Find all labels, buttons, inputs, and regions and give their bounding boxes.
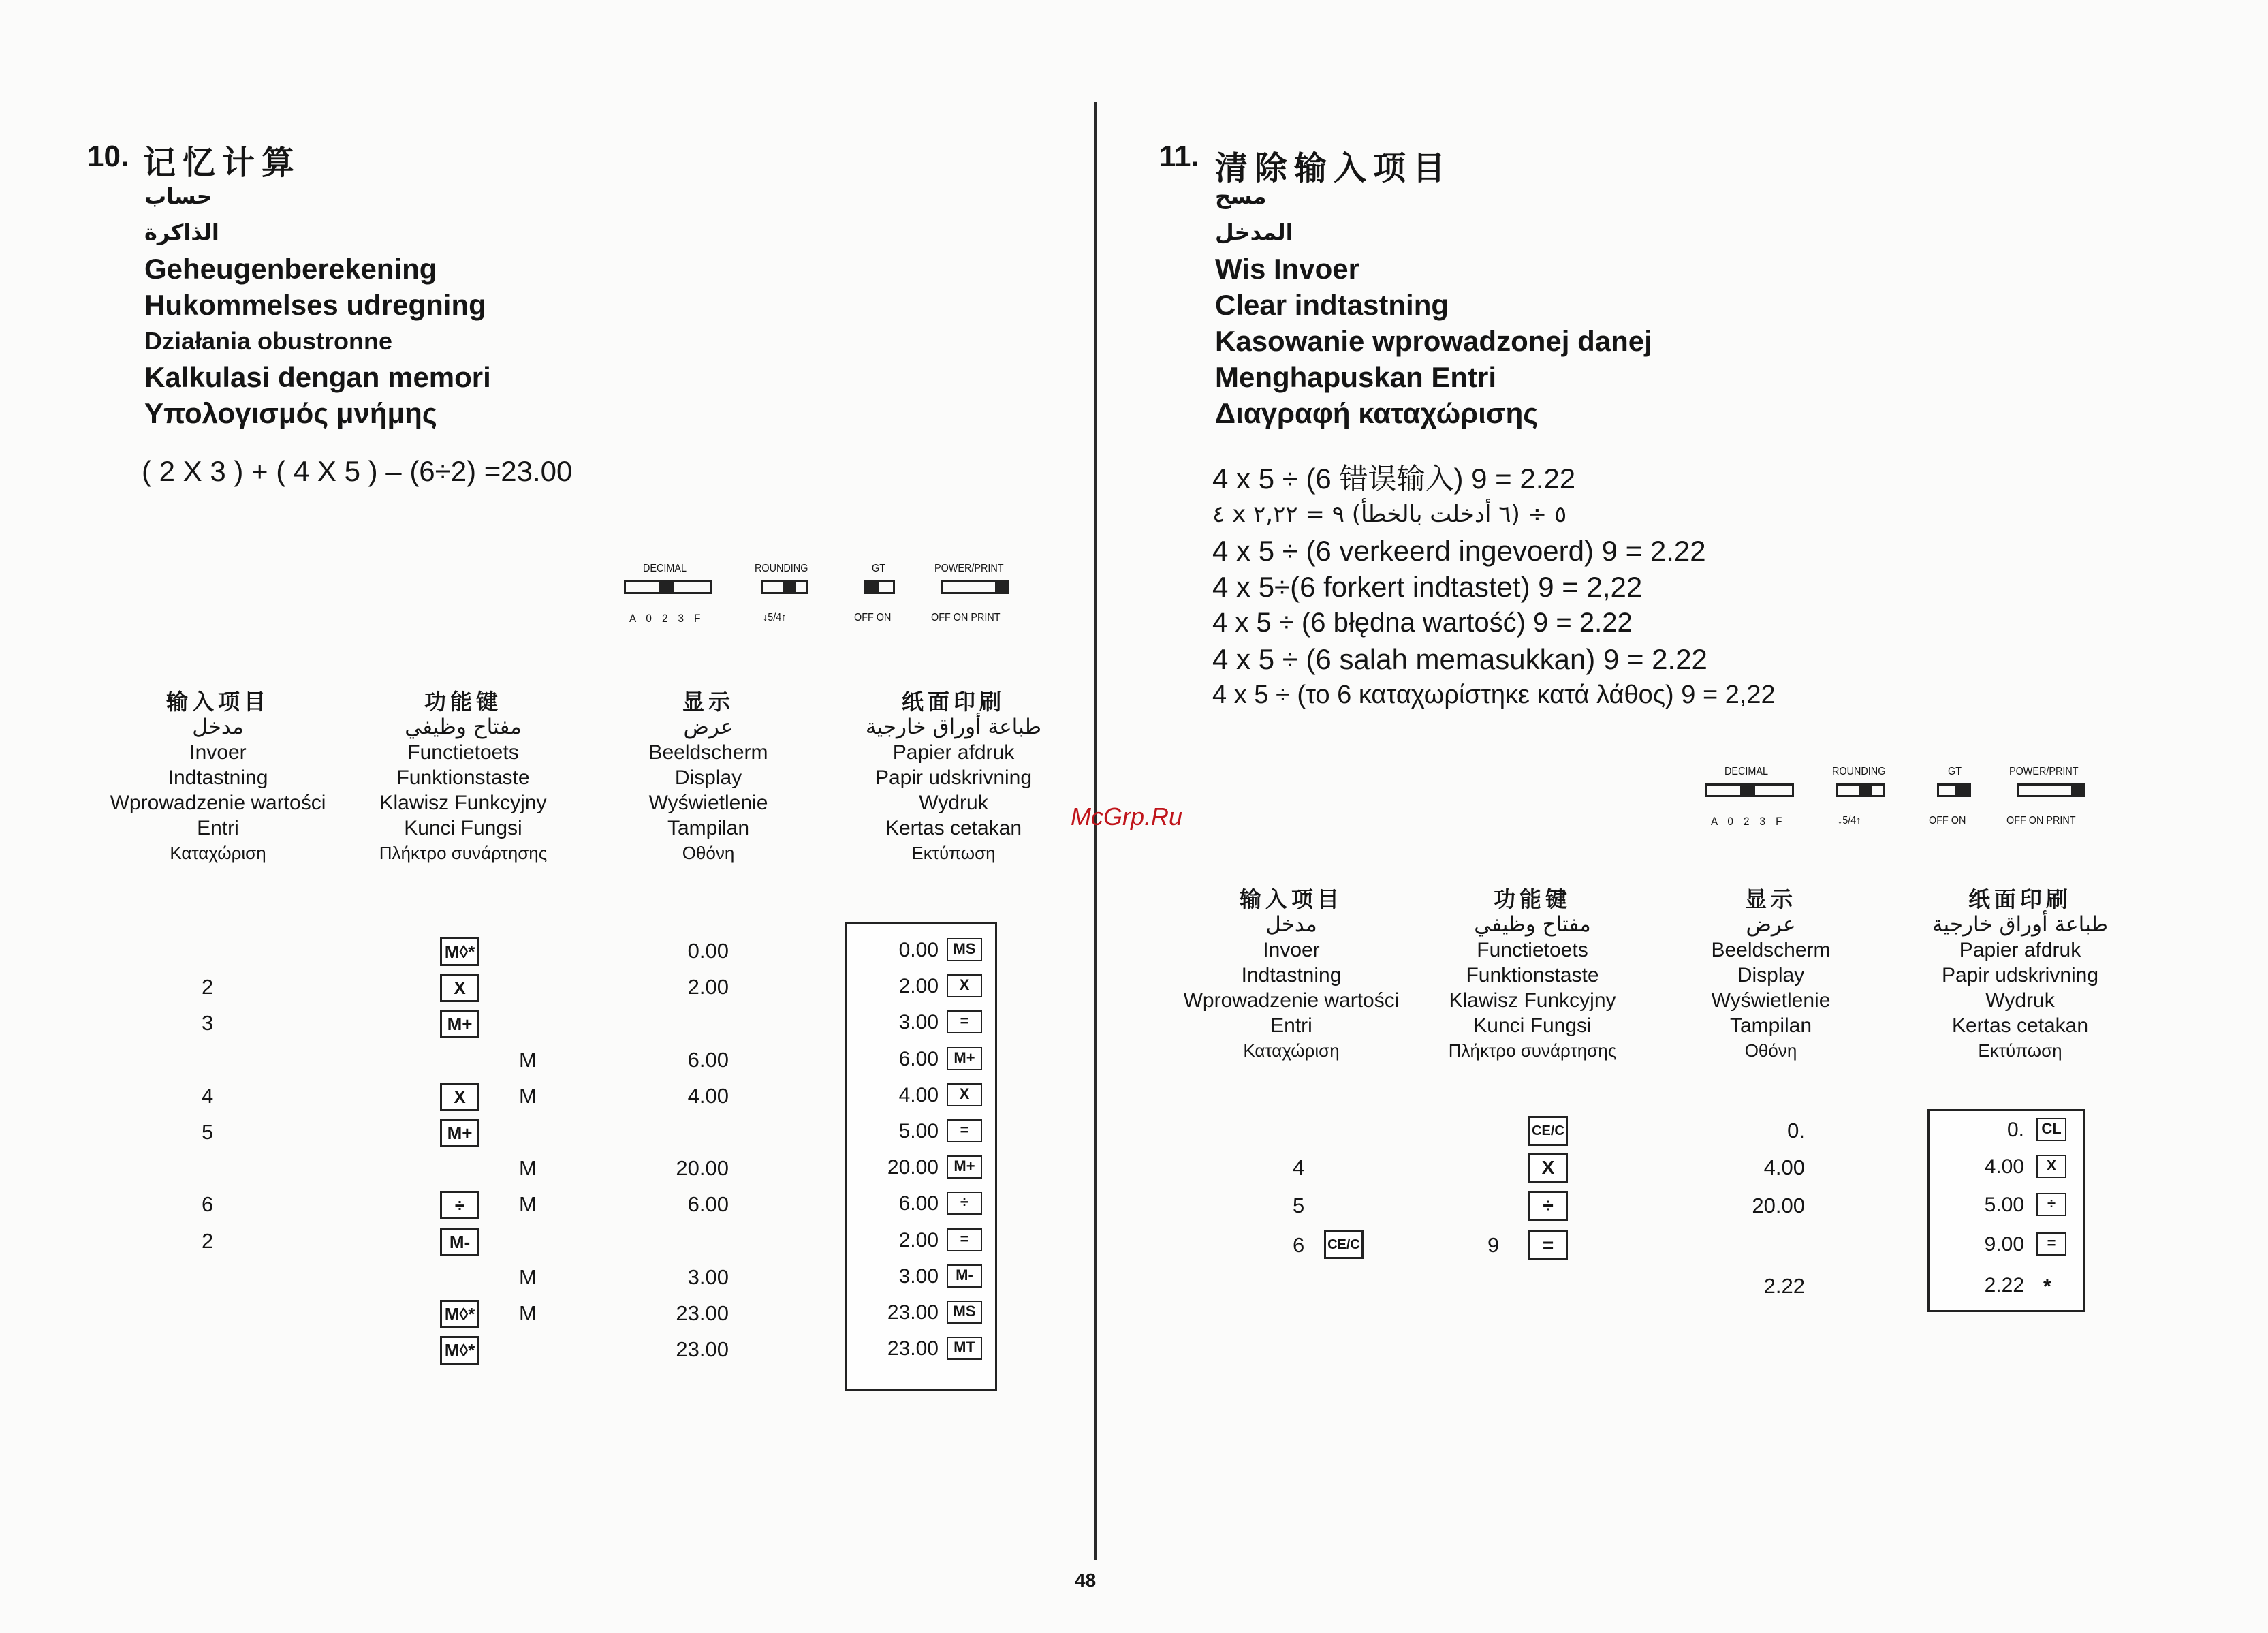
power-switch-11[interactable] xyxy=(2017,783,2085,797)
section-10-title-zh: 记忆计算 xyxy=(143,144,302,182)
page-number: 48 xyxy=(1075,1570,1097,1591)
rounding-positions-11: ↓5/4↑ xyxy=(1838,815,1861,826)
s10-memory-indicator: M xyxy=(519,1301,537,1325)
s10-tape-symbol: MT xyxy=(947,1337,982,1360)
s10-display-value: 23.00 xyxy=(676,1301,729,1325)
section-10-title-pl: Działania obustronne xyxy=(144,327,393,355)
s10-entry-value: 3 xyxy=(202,1011,214,1036)
example-nl: 4 x 5 ÷ (6 verkeerd ingevoerd) 9 = 2.22 xyxy=(1212,535,1706,567)
example-da: 4 x 5÷(6 forkert indtastet) 9 = 2,22 xyxy=(1212,571,1643,603)
s11-display-value: 20.00 xyxy=(1752,1194,1805,1217)
s11-tape-symbol: X xyxy=(2036,1155,2066,1178)
s11-tape-value: 9.00 xyxy=(1984,1233,2024,1256)
s10-tape-symbol: ÷ xyxy=(947,1192,982,1215)
s11-entry-value-2: 9 xyxy=(1487,1233,1500,1257)
section-10-title-da: Hukommelses udregning xyxy=(144,289,486,321)
s10-tape-symbol: MS xyxy=(947,938,982,961)
s10-memory-indicator: M xyxy=(519,1156,537,1181)
s10-function-key-button[interactable]: X xyxy=(440,974,479,1002)
s10-function-key-button[interactable]: M- xyxy=(440,1228,479,1256)
s11-entry-value: 5 xyxy=(1293,1194,1305,1217)
s10-entry-value: 4 xyxy=(202,1083,214,1108)
s10-entry-value: 5 xyxy=(202,1120,214,1144)
s11-col-display: 显示 عرض Beeldscherm Display Wyświetlenie Tampilan Οθόνη xyxy=(1711,886,1831,1061)
s10-tape-value: 3.00 xyxy=(898,1011,939,1034)
s10-display-value: 4.00 xyxy=(687,1083,729,1108)
section-10-number: 10. xyxy=(87,140,129,173)
s11-function-key-button[interactable]: CE/C xyxy=(1528,1116,1568,1146)
s10-tape-symbol: = xyxy=(947,1010,982,1033)
s10-col-display: 显示 عرض Beeldscherm Display Wyświetlenie Tampilan Οθόνη xyxy=(648,689,768,863)
gt-label-11: GT xyxy=(1948,766,1962,777)
s10-display-value: 2.00 xyxy=(687,975,729,999)
decimal-switch-11[interactable] xyxy=(1705,783,1794,797)
example-ar: ٤ x ٥ ÷ (٦ أدخلت بالخطأ) ٩ = ٢,٢٢ xyxy=(1212,501,1567,528)
s10-col-function: 功能键 مفتاح وظيفي Functietoets Funktionstaste Klawisz Funkcyjny Kunci Fungsi Πλήκτρο συνάρτησης xyxy=(379,689,548,863)
s11-tape-value: 0. xyxy=(2006,1119,2024,1141)
section-10-switch-panel xyxy=(621,563,1057,631)
s11-col-print: 纸面印刷 طباعة أوراق خارجية Papier afdruk Papir udskrivning Wydruk Kertas cetakan Εκτύπωση xyxy=(1932,886,2109,1061)
power-label: POWER/PRINT xyxy=(934,563,1004,574)
s11-entry-value: 6 xyxy=(1293,1233,1305,1257)
s10-tape-symbol: M- xyxy=(947,1264,982,1288)
section-10-title-el: Υπολογισμός μνήμης xyxy=(144,397,437,429)
s10-tape-symbol: = xyxy=(947,1119,982,1142)
section-11-switch-panel xyxy=(1703,766,2139,834)
s10-function-key-button[interactable]: M+ xyxy=(440,1119,479,1147)
example-id: 4 x 5 ÷ (6 salah memasukkan) 9 = 2.22 xyxy=(1212,643,1707,675)
power-positions: OFF ON PRINT xyxy=(931,612,1001,623)
section-11-title-da: Clear indtastning xyxy=(1215,289,1449,321)
section-11-title-nl: Wis Invoer xyxy=(1215,253,1360,285)
s10-function-key-button[interactable]: M+ xyxy=(440,1010,479,1038)
s10-tape-value: 3.00 xyxy=(898,1264,939,1288)
s10-tape-value: 23.00 xyxy=(887,1337,939,1360)
s10-function-key-button[interactable]: X xyxy=(440,1083,479,1111)
gt-switch-11[interactable] xyxy=(1937,783,1971,797)
decimal-label-11: DECIMAL xyxy=(1724,766,1769,777)
s10-function-key-button[interactable]: ÷ xyxy=(440,1191,479,1219)
s10-memory-indicator: M xyxy=(519,1047,537,1072)
gt-switch[interactable] xyxy=(864,580,895,594)
s11-tape-value: 4.00 xyxy=(1984,1155,2024,1178)
s10-memory-indicator: M xyxy=(519,1264,537,1289)
s10-tape-value: 5.00 xyxy=(898,1120,939,1142)
section-11-number: 11. xyxy=(1159,140,1199,173)
power-switch[interactable] xyxy=(941,580,1009,594)
rounding-label: ROUNDING xyxy=(755,563,808,574)
decimal-label: DECIMAL xyxy=(643,563,687,574)
s11-entry-value: 4 xyxy=(1293,1155,1305,1179)
page-divider xyxy=(1094,102,1097,1560)
s10-tape-value: 2.00 xyxy=(898,1228,939,1251)
s10-tape-value: 6.00 xyxy=(898,1047,939,1070)
power-positions-11: OFF ON PRINT xyxy=(2006,815,2076,826)
section-11-examples xyxy=(1212,461,1776,713)
section-10-title-id: Kalkulasi dengan memori xyxy=(144,361,491,393)
s11-tape-symbol: * xyxy=(2043,1275,2051,1298)
gt-label: GT xyxy=(872,563,885,574)
section-11-title-zh: 清除输入项目 xyxy=(1215,149,1453,187)
s11-entry-ce-c-button[interactable]: CE/C xyxy=(1324,1230,1364,1259)
s10-display-value: 0.00 xyxy=(687,939,729,963)
rounding-switch[interactable] xyxy=(761,580,808,594)
s11-function-key-button[interactable]: X xyxy=(1528,1153,1568,1183)
gt-positions-11: OFF ON xyxy=(1929,815,1966,826)
s10-function-key-button[interactable]: M◊* xyxy=(440,1300,479,1328)
rounding-switch-11[interactable] xyxy=(1836,783,1885,797)
power-label-11: POWER/PRINT xyxy=(2009,766,2079,777)
rounding-positions: ↓5/4↑ xyxy=(763,612,787,623)
s10-entry-value: 2 xyxy=(202,975,214,999)
section-11-headings xyxy=(1215,178,1652,431)
decimal-switch[interactable] xyxy=(624,580,712,594)
s10-tape-symbol: X xyxy=(947,974,982,997)
s11-function-key-button[interactable]: = xyxy=(1528,1230,1568,1260)
example-el: 4 x 5 ÷ (το 6 καταχωρίστηκε κατά λάθος) 9 = 2,22 xyxy=(1212,681,1776,709)
s10-entry-value: 2 xyxy=(202,1228,214,1253)
s10-display-value: 20.00 xyxy=(676,1156,729,1181)
section-11-title-id: Menghapuskan Entri xyxy=(1215,361,1497,393)
s10-tape-value: 20.00 xyxy=(887,1156,939,1179)
s10-entry-value: 6 xyxy=(202,1192,214,1217)
s10-tape-symbol: MS xyxy=(947,1301,982,1324)
s10-memory-indicator: M xyxy=(519,1083,537,1108)
s10-tape-symbol: M+ xyxy=(947,1047,982,1070)
s10-tape-symbol: X xyxy=(947,1083,982,1106)
s10-col-print: 纸面印刷 طباعة أوراق خارجية Papier afdruk Papir udskrivning Wydruk Kertas cetakan Εκτύπωση xyxy=(865,689,1042,863)
s11-display-value: 2.22 xyxy=(1763,1274,1805,1298)
s10-tape-symbol: = xyxy=(947,1228,982,1251)
s10-display-value: 6.00 xyxy=(687,1047,729,1072)
s10-col-entry: 输入项目 مدخل Invoer Indtastning Wprowadzenie wartości Entri Καταχώριση xyxy=(110,689,326,863)
section-11-title-ar: مسح المدخل xyxy=(1215,183,1293,245)
s10-display-value: 3.00 xyxy=(687,1264,729,1289)
s11-tape-value: 2.22 xyxy=(1984,1274,2024,1296)
s10-function-key-button[interactable]: M◊* xyxy=(440,937,479,966)
gt-positions: OFF ON xyxy=(854,612,892,623)
section-10-title-nl: Geheugenberekening xyxy=(144,253,437,285)
s11-display-value: 4.00 xyxy=(1763,1155,1805,1179)
s11-display-value: 0. xyxy=(1787,1119,1805,1142)
s11-tape-value: 5.00 xyxy=(1984,1194,2024,1216)
s10-tape-value: 4.00 xyxy=(898,1083,939,1106)
s10-display-value: 23.00 xyxy=(676,1337,729,1362)
s10-display-value: 6.00 xyxy=(687,1192,729,1217)
s10-memory-indicator: M xyxy=(519,1192,537,1217)
section-11-title-el: Διαγραφή καταχώρισης xyxy=(1215,397,1539,429)
example-zh: 4 x 5 ÷ (6 错误输入) 9 = 2.22 xyxy=(1212,463,1576,495)
rounding-label-11: ROUNDING xyxy=(1832,766,1886,777)
section-11-title-pl: Kasowanie wprowadzonej danej xyxy=(1215,325,1652,357)
s11-function-key-button[interactable]: ÷ xyxy=(1528,1191,1568,1221)
s10-tape-value: 23.00 xyxy=(887,1301,939,1324)
s11-col-entry: 输入项目 مدخل Invoer Indtastning Wprowadzenie wartości Entri Καταχώριση xyxy=(1183,886,1400,1061)
s11-tape-symbol: = xyxy=(2036,1232,2066,1256)
s10-tape-value: 2.00 xyxy=(898,975,939,998)
s11-tape-symbol: ÷ xyxy=(2036,1193,2066,1216)
s10-tape-value: 6.00 xyxy=(898,1192,939,1215)
s11-col-function: 功能键 مفتاح وظيفي Functietoets Funktionstaste Klawisz Funkcyjny Kunci Fungsi Πλήκτρο συνάρτησης xyxy=(1448,886,1617,1061)
section-10-headings xyxy=(144,178,491,431)
section-10-formula: ( 2 X 3 ) + ( 4 X 5 ) – (6÷2) =23.00 xyxy=(142,455,573,487)
s10-tape-value: 0.00 xyxy=(898,939,939,961)
s11-tape-symbol: CL xyxy=(2036,1118,2066,1141)
watermark: McGrp.Ru xyxy=(1071,803,1183,830)
s10-function-key-button[interactable]: M◊* xyxy=(440,1336,479,1365)
s10-tape-symbol: M+ xyxy=(947,1155,982,1179)
section-10-title-ar: حساب الذاكرة xyxy=(144,183,219,245)
decimal-positions: A 0 2 3 F xyxy=(629,612,704,625)
decimal-positions-11: A 0 2 3 F xyxy=(1711,815,1786,828)
example-pl: 4 x 5 ÷ (6 błędna wartość) 9 = 2.22 xyxy=(1212,608,1633,638)
